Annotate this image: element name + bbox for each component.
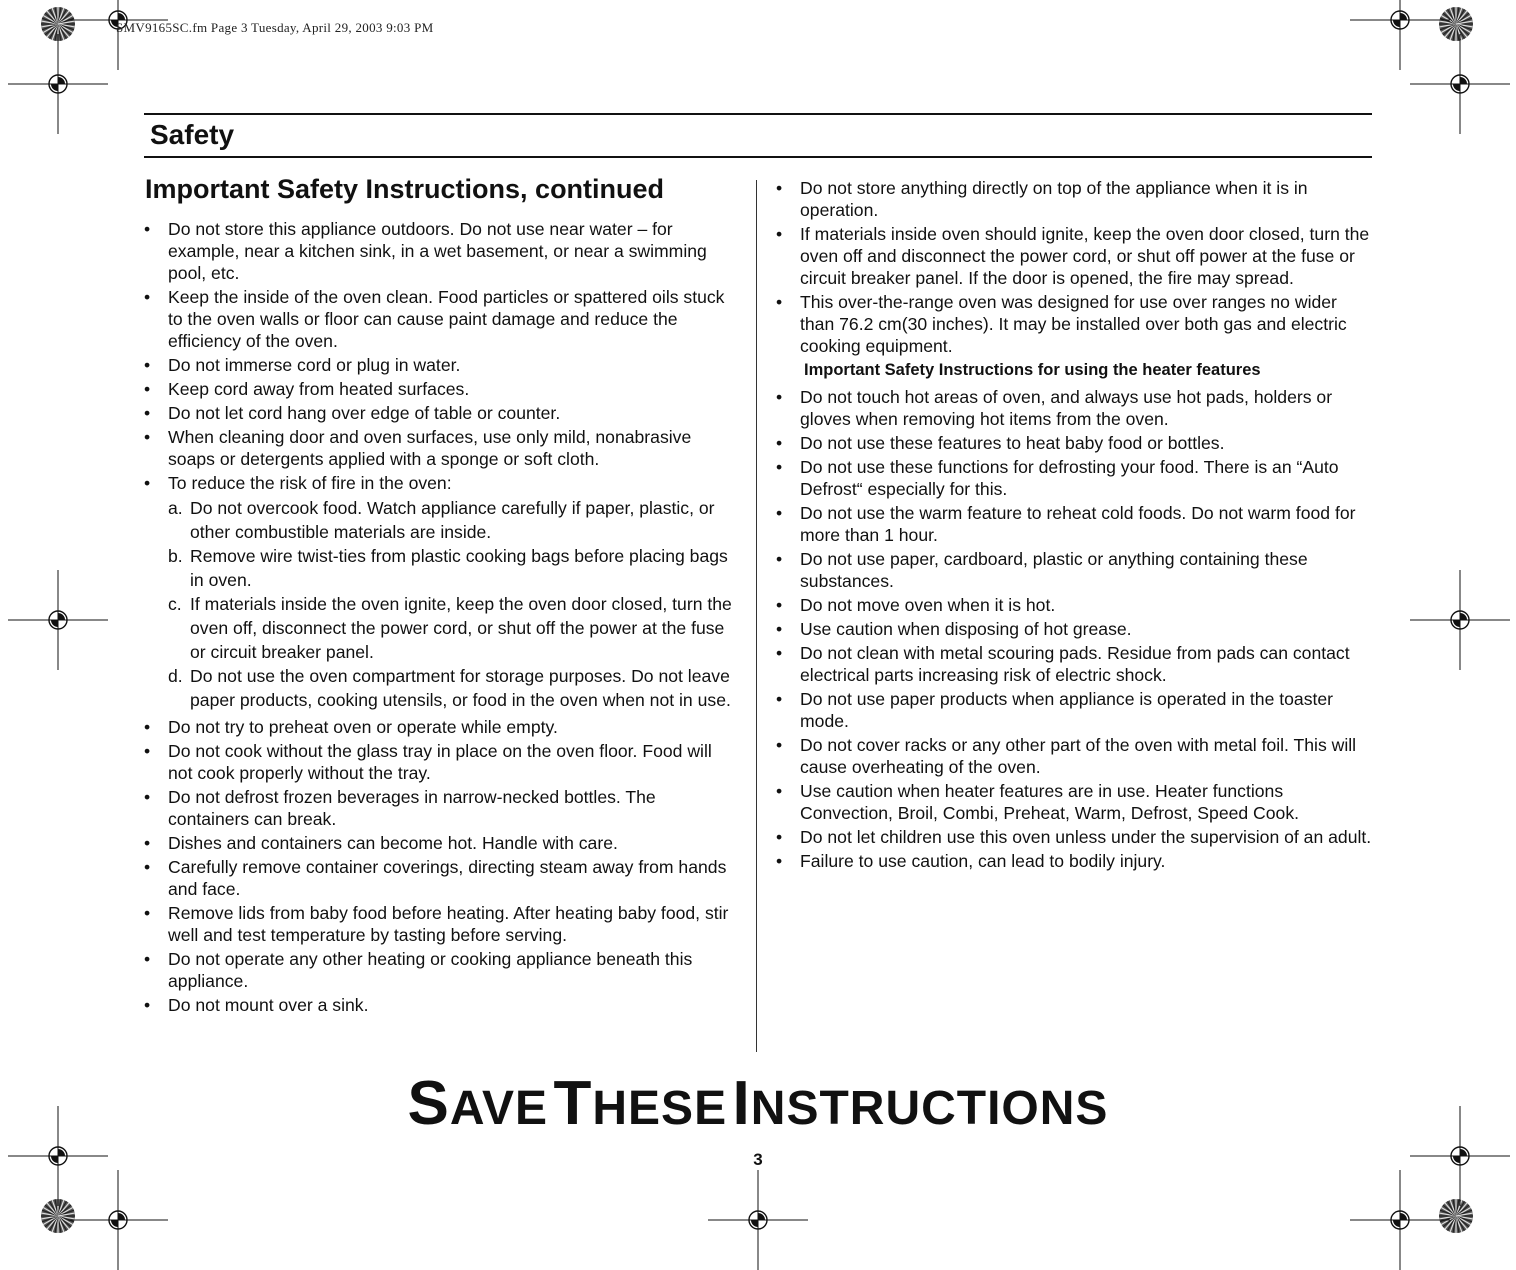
list-item-text: Do not use paper, cardboard, plastic or anything containing these substances. (800, 549, 1308, 591)
banner-initial: S (407, 1069, 450, 1138)
list-item (144, 218, 740, 284)
list-item (144, 716, 740, 738)
list-item-text: Do not let cord hang over edge of table or counter. (168, 403, 561, 423)
bullet-glyph: • (776, 643, 783, 663)
list-item-text: If materials inside oven should ignite, keep the oven door closed, turn the oven off and disconnect the power cord, or shut off power at the fuse or circuit breaker panel. If the door is opened, the fire may spread. (800, 224, 1370, 288)
list-item-text: Use caution when disposing of hot grease. (800, 619, 1132, 639)
list-item (776, 548, 1372, 592)
list-item (776, 618, 1372, 640)
list-item-text: Do not touch hot areas of oven, and always use hot pads, holders or gloves when removing hot items from the oven. (800, 387, 1333, 429)
crosshair-registration-icon (1410, 570, 1510, 670)
list-item-text: Carefully remove container coverings, directing steam away from hands and face. (168, 857, 727, 899)
list-item-text: When cleaning door and oven surfaces, use only mild, nonabrasive soaps or detergents applied with a sponge or soft cloth. (168, 427, 692, 469)
bullet-glyph: • (144, 427, 151, 447)
banner-word: HESE (592, 1082, 728, 1135)
list-item (144, 472, 740, 494)
list-item-text: Do not store this appliance outdoors. Do not use near water – for example, near a kitchen sink, in a wet basement, or near a swimming pool, etc. (168, 219, 707, 283)
bullet-glyph: • (144, 741, 151, 761)
bullet-glyph: • (776, 827, 783, 847)
list-item (776, 642, 1372, 686)
list-item (776, 826, 1372, 848)
sub-list-item (168, 592, 740, 664)
bullet-glyph: • (776, 433, 783, 453)
crosshair-registration-icon (708, 1170, 808, 1270)
page-number: 3 (753, 1150, 763, 1169)
list-item-text: Keep cord away from heated surfaces. (168, 379, 470, 399)
list-item (776, 502, 1372, 546)
list-item (776, 432, 1372, 454)
list-item-text: Keep the inside of the oven clean. Food particles or spattered oils stuck to the oven walls or floor can cause paint damage and reduce the efficiency of the oven. (168, 287, 725, 351)
bullet-glyph: • (776, 224, 783, 244)
bullet-glyph: • (144, 355, 151, 375)
list-item (144, 426, 740, 470)
save-instructions-banner (0, 1068, 1516, 1139)
list-item-text: Do not defrost frozen beverages in narrow-necked bottles. The containers can break. (168, 787, 656, 829)
sub-list-item (168, 664, 740, 712)
bullet-list (776, 386, 1372, 872)
list-item-text: Do not use these functions for defrosting your food. There is an “Auto Defrost“ especially for this. (800, 457, 1339, 499)
left-column (144, 218, 740, 1018)
bullet-list (144, 716, 740, 1016)
bullet-glyph: • (776, 595, 783, 615)
list-item-text: Do not clean with metal scouring pads. Residue from pads can contact electrical parts increasing risk of electric shock. (800, 643, 1350, 685)
list-item (776, 734, 1372, 778)
bullet-glyph: • (144, 857, 151, 877)
list-item (776, 594, 1372, 616)
list-item-text: Do not use paper products when appliance is operated in the toaster mode. (800, 689, 1334, 731)
top-rule (144, 113, 1372, 115)
list-item-text: Do not cook without the glass tray in place on the oven floor. Food will not cook properly without the tray. (168, 741, 712, 783)
bullet-glyph: • (144, 219, 151, 239)
bullet-glyph: • (776, 549, 783, 569)
bullet-glyph: • (776, 619, 783, 639)
bullet-glyph: • (776, 387, 783, 407)
bullet-glyph: • (144, 403, 151, 423)
list-item (144, 948, 740, 992)
list-item-text: Do not use the warm feature to reheat cold foods. Do not warm food for more than 1 hour. (800, 503, 1356, 545)
sub-item-letter: b. (168, 546, 183, 566)
bullet-glyph: • (776, 178, 783, 198)
list-item-text: Do not move oven when it is hot. (800, 595, 1056, 615)
bullet-list (776, 177, 1372, 357)
list-item (144, 832, 740, 854)
list-item (776, 688, 1372, 732)
list-item (776, 386, 1372, 430)
list-item (776, 780, 1372, 824)
list-item-text: Do not let children use this oven unless under the supervision of an adult. (800, 827, 1372, 847)
list-item-text: Failure to use caution, can lead to bodily injury. (800, 851, 1166, 871)
list-item (144, 902, 740, 946)
crosshair-registration-icon (8, 34, 108, 134)
list-item-text: Do not try to preheat oven or operate while empty. (168, 717, 558, 737)
crosshair-registration-icon (8, 570, 108, 670)
bullet-glyph: • (144, 787, 151, 807)
bullet-glyph: • (776, 292, 783, 312)
list-item-text: To reduce the risk of fire in the oven: (168, 473, 452, 493)
list-item (144, 994, 740, 1016)
list-item-text: Do not use these features to heat baby food or bottles. (800, 433, 1225, 453)
bullet-glyph: • (144, 833, 151, 853)
list-item-text: Use caution when heater features are in use. Heater functions Convection, Broil, Combi, Preheat, Warm, Defrost, Speed Cook. (800, 781, 1300, 823)
list-item (776, 456, 1372, 500)
banner-initial: T (553, 1069, 593, 1138)
sub-item-letter: c. (168, 594, 182, 614)
bullet-glyph: • (144, 949, 151, 969)
list-item (144, 856, 740, 900)
bullet-glyph: • (144, 379, 151, 399)
list-item (144, 786, 740, 830)
list-item (144, 402, 740, 424)
list-item (144, 378, 740, 400)
list-item (144, 286, 740, 352)
bullet-glyph: • (776, 735, 783, 755)
section-rule (144, 156, 1372, 158)
list-item (144, 354, 740, 376)
page-title: Important Safety Instructions, continued (145, 174, 665, 204)
bullet-glyph: • (144, 995, 151, 1015)
crosshair-registration-icon (1350, 1170, 1450, 1270)
sub-item-text: If materials inside the oven ignite, keep the oven door closed, turn the oven off, disconnect the power cord, or shut off the power at the fuse or circuit breaker panel. (190, 594, 732, 662)
list-item-text: This over-the-range oven was designed for use over ranges no wider than 76.2 cm(30 inches). It may be installed over both gas and electric cooking equipment. (800, 292, 1347, 356)
sub-item-text: Do not overcook food. Watch appliance carefully if paper, plastic, or other combustible materials are inside. (190, 498, 715, 542)
banner-word: AVE (449, 1082, 549, 1135)
list-item-text: Dishes and containers can become hot. Handle with care. (168, 833, 618, 853)
bullet-glyph: • (776, 781, 783, 801)
bullet-glyph: • (776, 457, 783, 477)
sub-list-item (168, 496, 740, 544)
sub-item-text: Remove wire twist-ties from plastic cooking bags before placing bags in oven. (190, 546, 728, 590)
bullet-glyph: • (776, 851, 783, 871)
list-item (776, 850, 1372, 872)
banner-word: NSTRUCTIONS (750, 1082, 1109, 1135)
list-item-text: Do not cover racks or any other part of the oven with metal foil. This will cause overheating of the oven. (800, 735, 1357, 777)
sub-list (168, 496, 740, 712)
bullet-glyph: • (776, 503, 783, 523)
bullet-list (144, 218, 740, 494)
list-item-text: Remove lids from baby food before heating. After heating baby food, stir well and test temperature by tasting before serving. (168, 903, 729, 945)
section-title: Safety (150, 119, 235, 150)
list-item-text: Do not operate any other heating or cooking appliance beneath this appliance. (168, 949, 693, 991)
sub-item-text: Do not use the oven compartment for storage purposes. Do not leave paper products, cooking utensils, or food in the oven when not in use. (190, 666, 731, 710)
bullet-glyph: • (144, 473, 151, 493)
bullet-glyph: • (776, 689, 783, 709)
crosshair-registration-icon (1410, 34, 1510, 134)
list-item (776, 177, 1372, 221)
list-item (776, 291, 1372, 357)
right-column (776, 177, 1372, 874)
list-item-text: Do not store anything directly on top of the appliance when it is in operation. (800, 178, 1308, 220)
crosshair-registration-icon (68, 1170, 168, 1270)
list-item-text: Do not immerse cord or plug in water. (168, 355, 461, 375)
file-header: SMV9165SC.fm Page 3 Tuesday, April 29, 2003 9:03 PM (116, 20, 434, 35)
list-item (776, 223, 1372, 289)
sub-item-letter: d. (168, 666, 183, 686)
sub-item-letter: a. (168, 498, 183, 518)
bullet-glyph: • (144, 287, 151, 307)
banner-initial: I (732, 1069, 751, 1138)
bullet-glyph: • (144, 717, 151, 737)
list-item-text: Do not mount over a sink. (168, 995, 369, 1015)
sub-list-item (168, 544, 740, 592)
subheading: Important Safety Instructions for using the heater features (804, 361, 1261, 379)
list-item (144, 740, 740, 784)
bullet-glyph: • (144, 903, 151, 923)
column-divider (756, 180, 757, 1052)
